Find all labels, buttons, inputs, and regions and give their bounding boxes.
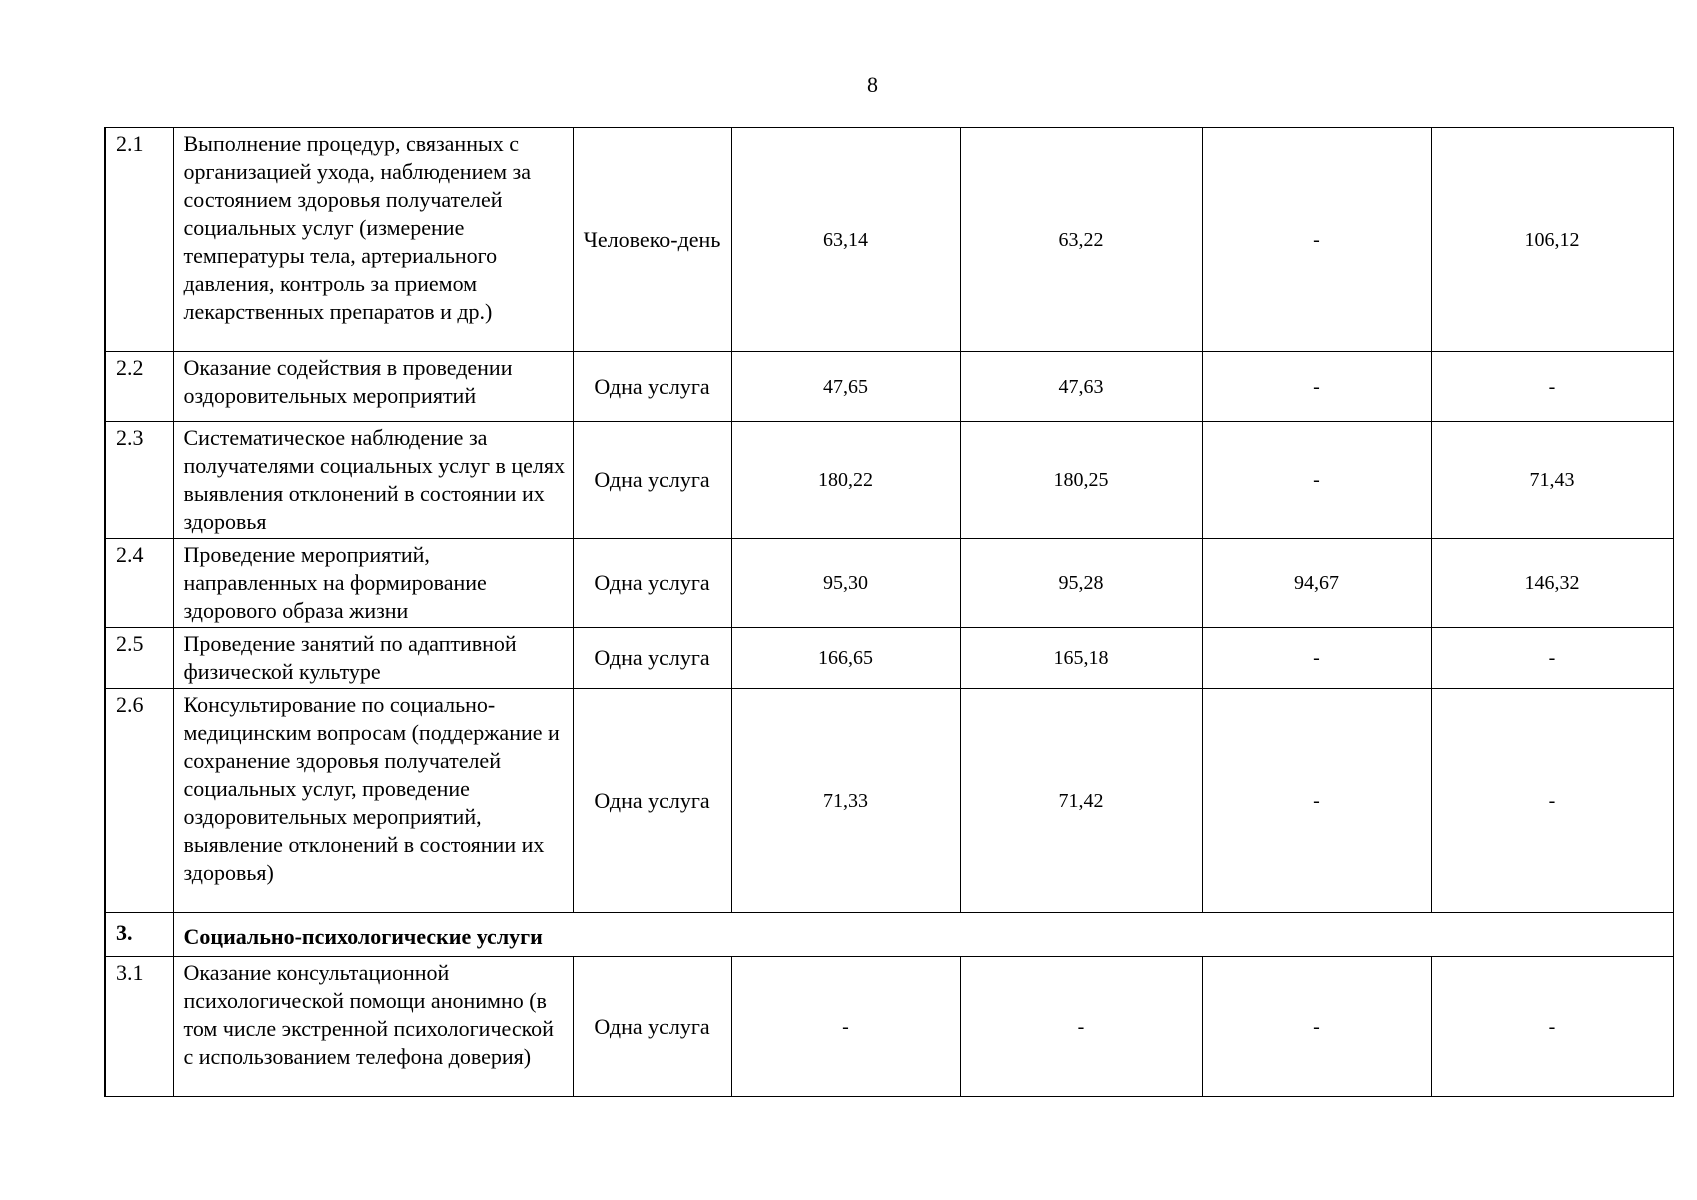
value-cell: - xyxy=(1431,689,1673,913)
value-cell: 166,65 xyxy=(731,628,960,689)
service-name: Проведение мероприятий, направленных на формирование здорового образа жизни xyxy=(173,539,573,628)
table-row xyxy=(105,957,1673,1097)
value-cell: - xyxy=(1431,957,1673,1097)
unit-cell: Одна услуга xyxy=(573,422,731,539)
row-number: 2.5 xyxy=(105,628,173,689)
value-cell: - xyxy=(1202,128,1431,352)
unit-cell: Одна услуга xyxy=(573,539,731,628)
table-row xyxy=(105,128,1673,352)
row-number: 2.2 xyxy=(105,352,173,422)
service-name: Проведение занятий по адаптивной физической культуре xyxy=(173,628,573,689)
page-number: 8 xyxy=(867,72,878,97)
row-number: 3.1 xyxy=(105,957,173,1097)
row-number: 2.3 xyxy=(105,422,173,539)
value-cell: 63,14 xyxy=(731,128,960,352)
value-cell: 94,67 xyxy=(1202,539,1431,628)
table-row xyxy=(105,539,1673,628)
value-cell: 106,12 xyxy=(1431,128,1673,352)
value-cell: - xyxy=(1202,957,1431,1097)
unit-cell: Одна услуга xyxy=(573,628,731,689)
value-cell: 47,63 xyxy=(960,352,1202,422)
value-cell: - xyxy=(960,957,1202,1097)
value-cell: 165,18 xyxy=(960,628,1202,689)
value-cell: 180,25 xyxy=(960,422,1202,539)
value-cell: 71,43 xyxy=(1431,422,1673,539)
section-title: Социально-психологические услуги xyxy=(173,913,1673,957)
services-table xyxy=(104,127,1674,1097)
service-name: Выполнение процедур, связанных с организацией ухода, наблюдением за состоянием здоровья получателей социальных услуг (измерение температуры тела, артериального давления, контроль за приемом лекарственных препаратов и др.) xyxy=(173,128,573,352)
value-cell: - xyxy=(1431,352,1673,422)
row-number: 2.6 xyxy=(105,689,173,913)
table-row xyxy=(105,689,1673,913)
table-row xyxy=(105,352,1673,422)
service-name: Оказание консультационной психологической помощи анонимно (в том числе экстренной психологической с использованием телефона доверия) xyxy=(173,957,573,1097)
section-number: 3. xyxy=(105,913,173,957)
value-cell: 146,32 xyxy=(1431,539,1673,628)
section-row xyxy=(105,913,1673,957)
unit-cell: Одна услуга xyxy=(573,689,731,913)
value-cell: 63,22 xyxy=(960,128,1202,352)
value-cell: 47,65 xyxy=(731,352,960,422)
value-cell: 95,30 xyxy=(731,539,960,628)
value-cell: 71,42 xyxy=(960,689,1202,913)
unit-cell: Человеко-день xyxy=(573,128,731,352)
row-number: 2.4 xyxy=(105,539,173,628)
value-cell: - xyxy=(1202,422,1431,539)
service-name: Оказание содействия в проведении оздоровительных мероприятий xyxy=(173,352,573,422)
value-cell: - xyxy=(1202,352,1431,422)
value-cell: - xyxy=(731,957,960,1097)
value-cell: 180,22 xyxy=(731,422,960,539)
row-number: 2.1 xyxy=(105,128,173,352)
value-cell: 71,33 xyxy=(731,689,960,913)
value-cell: - xyxy=(1202,628,1431,689)
value-cell: - xyxy=(1202,689,1431,913)
service-name: Систематическое наблюдение за получателями социальных услуг в целях выявления отклонений в состоянии их здоровья xyxy=(173,422,573,539)
service-name: Консультирование по социально-медицинским вопросам (поддержание и сохранение здоровья получателей социальных услуг, проведение оздоровительных мероприятий, выявление отклонений в состоянии их здоровья) xyxy=(173,689,573,913)
value-cell: - xyxy=(1431,628,1673,689)
table-row xyxy=(105,628,1673,689)
table-row xyxy=(105,422,1673,539)
unit-cell: Одна услуга xyxy=(573,352,731,422)
value-cell: 95,28 xyxy=(960,539,1202,628)
unit-cell: Одна услуга xyxy=(573,957,731,1097)
